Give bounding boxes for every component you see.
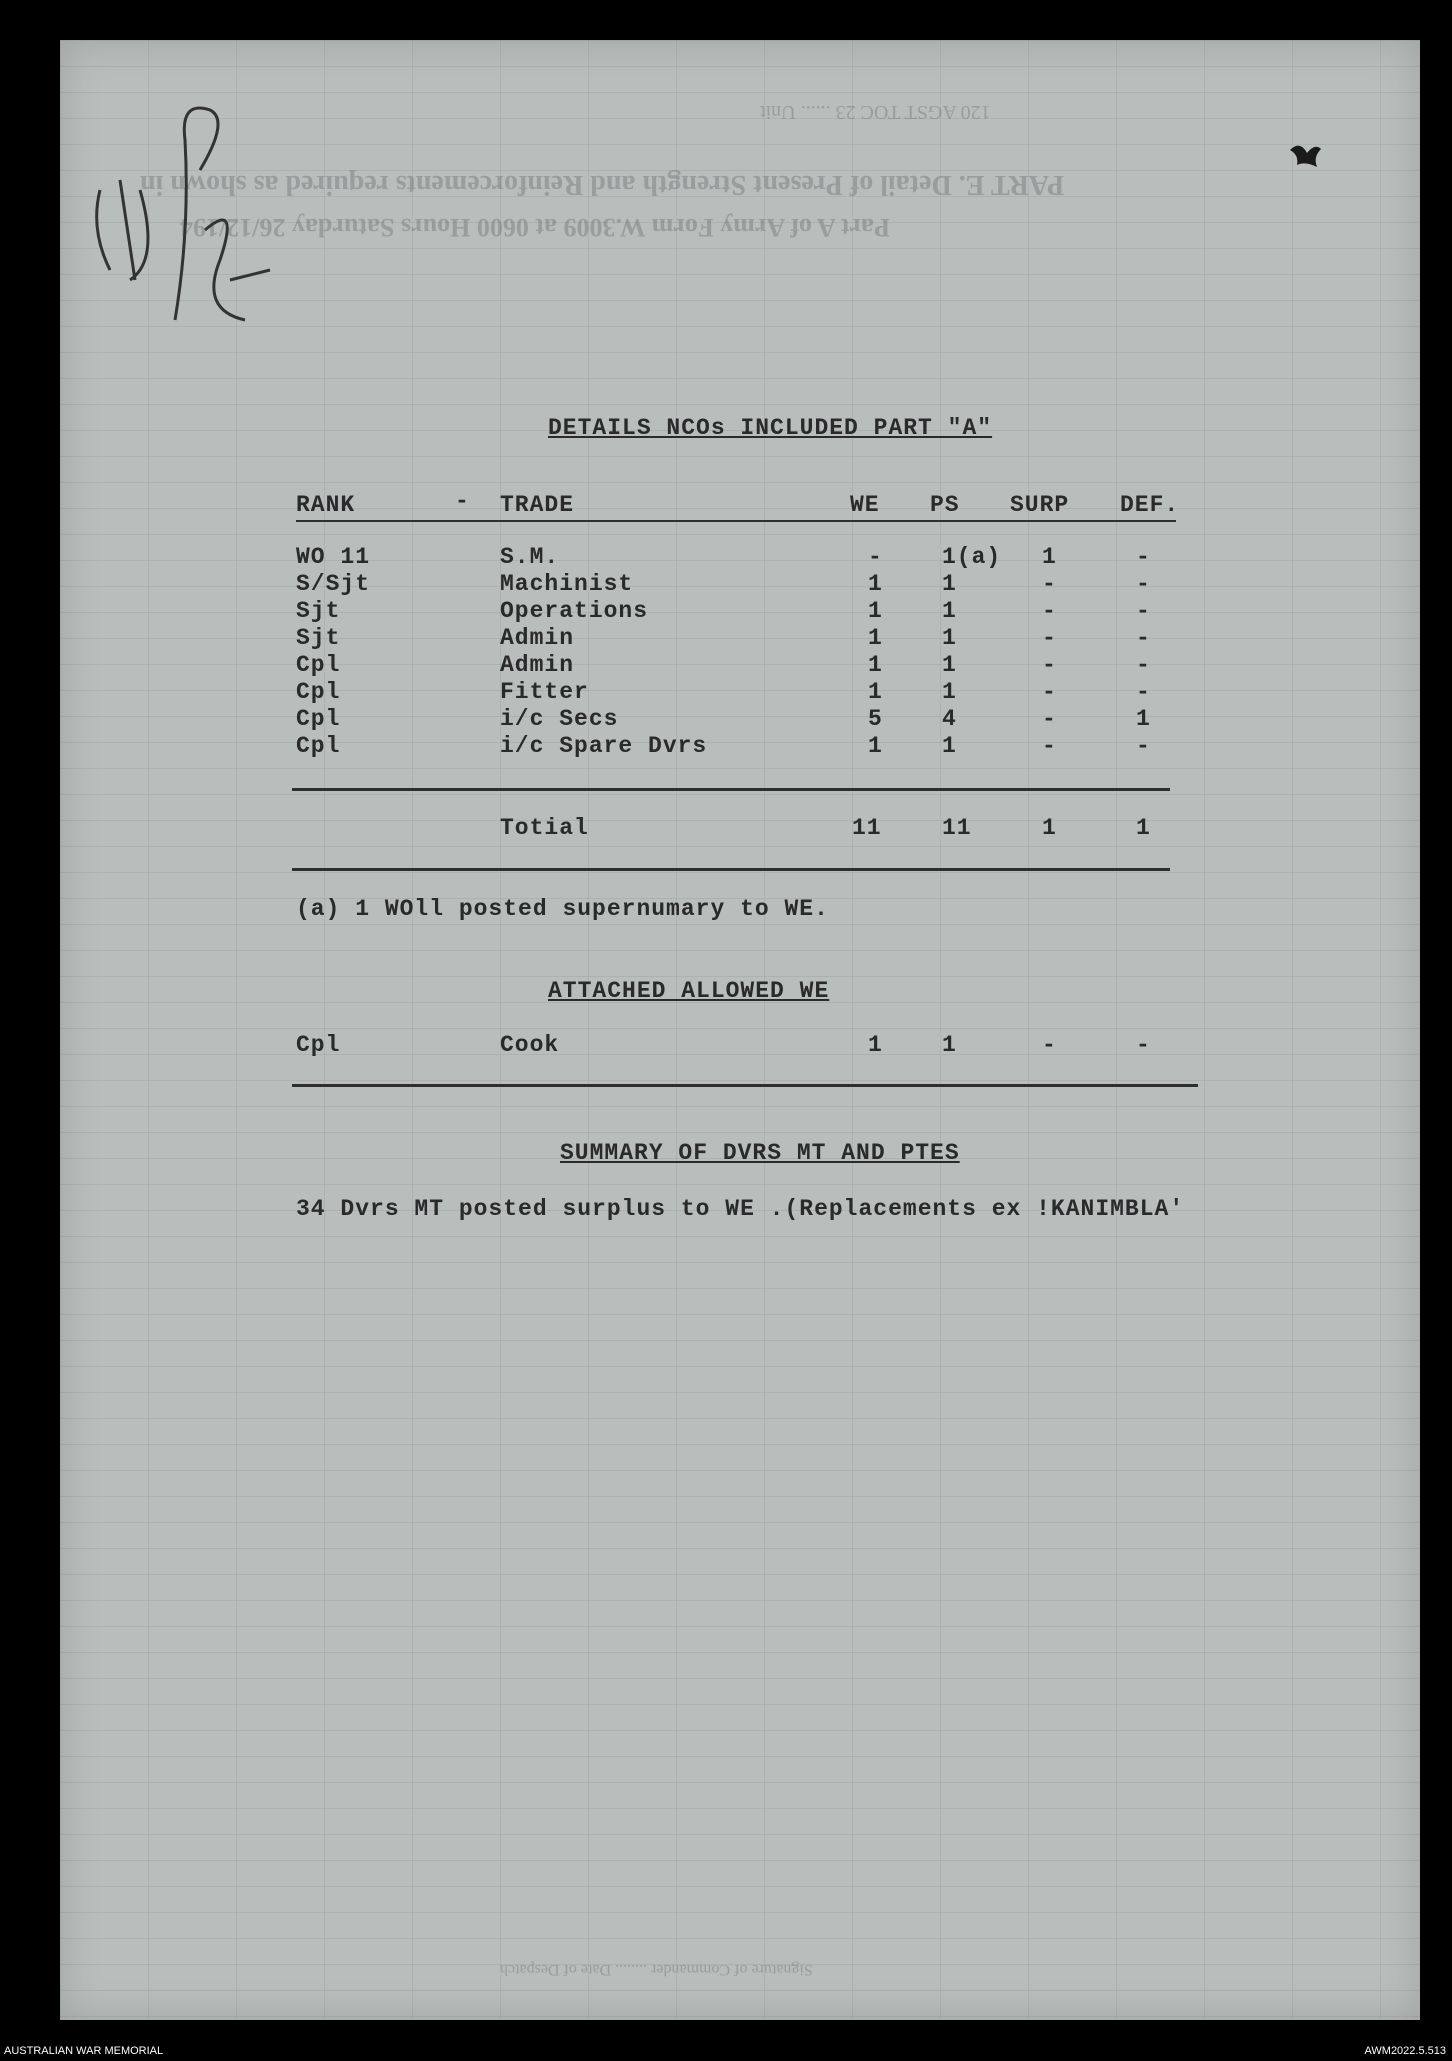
row-trade: Admin [500,652,575,678]
row-rank: Cpl [296,733,341,759]
row-ps: 1 [942,733,957,759]
row-trade: i/c Spare Dvrs [500,733,708,759]
header-underline [296,520,1176,522]
row-ps: 1 [942,571,957,597]
row-surp: - [1042,679,1057,705]
row-we: 1 [868,733,883,759]
row-trade: Machinist [500,571,634,597]
row-rank: S/Sjt [296,571,371,597]
row-rank: Sjt [296,625,341,651]
total-bottom-rule [292,868,1170,871]
row-surp: - [1042,625,1057,651]
row-def: - [1136,598,1151,624]
header-trade: TRADE [500,492,575,518]
header-rank: RANK [296,492,356,518]
row-we: 5 [868,706,883,732]
row-ps: 1(a) [942,544,1002,570]
row-trade: i/c Secs [500,706,619,732]
row-we: 1 [868,679,883,705]
archive-footer [0,2043,1452,2061]
attached-trade: Cook [500,1032,560,1058]
header-dash: - [455,488,470,514]
row-ps: 1 [942,598,957,624]
row-surp: - [1042,598,1057,624]
row-def: - [1136,625,1151,651]
total-label: Totial [500,815,589,841]
header-def: DEF. [1120,492,1180,518]
row-rank: Cpl [296,652,341,678]
header-ps: PS [930,492,960,518]
row-rank: Cpl [296,706,341,732]
footnote: (a) 1 WOll posted supernumary to WE. [296,896,829,922]
row-ps: 1 [942,652,957,678]
attached-def: - [1136,1032,1151,1058]
total-top-rule [292,788,1170,791]
total-surp: 1 [1042,815,1057,841]
row-ps: 1 [942,625,957,651]
row-we: 1 [868,598,883,624]
row-surp: - [1042,652,1057,678]
summary-text: 34 Dvrs MT posted surplus to WE .(Replacements ex !KANIMBLA' [296,1196,1185,1222]
total-def: 1 [1136,815,1151,841]
bleed-through-top: 120 AGST TOC 23 ...... Unit [760,101,991,123]
row-ps: 4 [942,706,957,732]
row-rank: Sjt [296,598,341,624]
row-def: 1 [1136,706,1151,732]
row-rank: WO 11 [296,544,371,570]
row-def: - [1136,679,1151,705]
row-we: - [868,544,883,570]
total-ps: 11 [942,815,972,841]
row-we: 1 [868,652,883,678]
row-surp: 1 [1042,544,1057,570]
row-trade: Operations [500,598,649,624]
attached-rule [292,1084,1198,1087]
header-surp: SURP [1010,492,1070,518]
row-we: 1 [868,625,883,651]
row-def: - [1136,571,1151,597]
row-def: - [1136,733,1151,759]
row-def: - [1136,544,1151,570]
archive-reference: AWM2022.5.513 [1364,2045,1446,2057]
bleed-through-subheading: Part A of Army Form W.3009 at 0600 Hours Saturday 26/12/194 [180,213,890,242]
archive-name: AUSTRALIAN WAR MEMORIAL [4,2045,164,2057]
row-trade: Fitter [500,679,589,705]
row-def: - [1136,652,1151,678]
row-surp: - [1042,733,1057,759]
row-trade: S.M. [500,544,560,570]
row-rank: Cpl [296,679,341,705]
details-title: DETAILS NCOs INCLUDED PART "A" [548,415,993,441]
attached-surp: - [1042,1032,1057,1058]
bleed-through-footer: Signature of Commander ........ Date of Despatch [500,1961,813,1978]
summary-title: SUMMARY OF DVRS MT AND PTES [560,1140,960,1166]
row-trade: Admin [500,625,575,651]
attached-we: 1 [868,1032,883,1058]
row-surp: - [1042,571,1057,597]
row-we: 1 [868,571,883,597]
total-we: 11 [852,815,882,841]
attached-title: ATTACHED ALLOWED WE [548,978,830,1004]
attached-rank: Cpl [296,1032,341,1058]
row-surp: - [1042,706,1057,732]
bleed-through-heading: PART E. Detail of Present Strength and Reinforcements required as shown in [140,169,1065,200]
header-we: WE [850,492,880,518]
attached-ps: 1 [942,1032,957,1058]
row-ps: 1 [942,679,957,705]
